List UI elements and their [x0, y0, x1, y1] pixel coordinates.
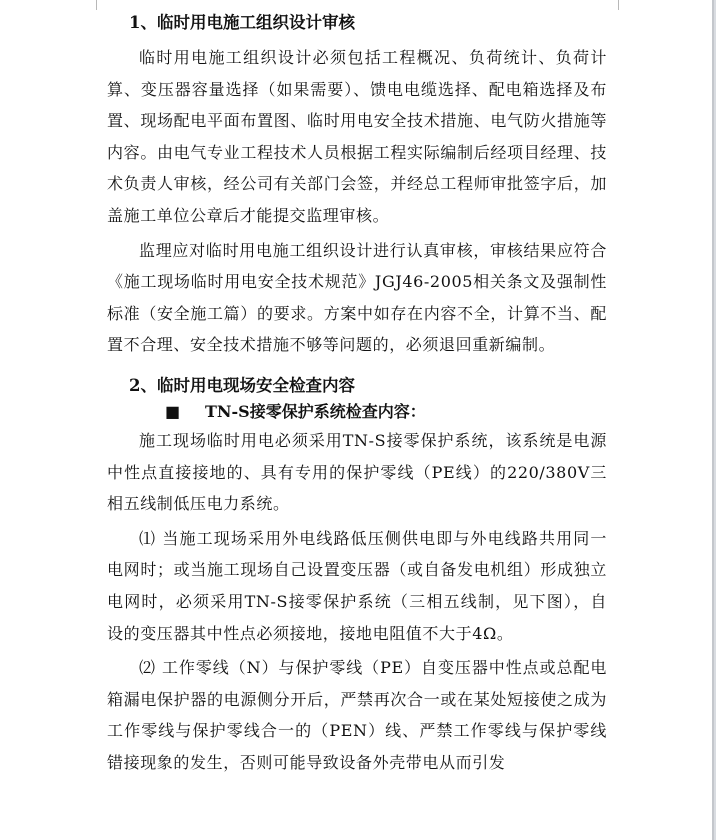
section-heading-1: 1、临时用电施工组织设计审核 — [129, 13, 355, 32]
subheading-tn-s — [107, 399, 607, 425]
paragraph-1-2: 监理应对临时用电施工组织设计进行认真审核，审核结果应符合《施工现场临时用电安全技术规范》JGJ46-2005相关条文及强制性标准（安全施工篇）的要求。方案中如存在内容不全，计算不当、配置不合理、安全技术措施不够等问题的，必须退回重新编制。 — [107, 240, 607, 355]
paragraph-2-1: 施工现场临时用电必须采用TN-S接零保护系统，该系统是电源中性点直接接地的、具有专用的保护零线（PE线）的220/380V三相五线制低压电力系统。 — [107, 430, 607, 514]
document-body — [107, 10, 607, 778]
paragraph-2-3: ⑵ 工作零线（N）与保护零线（PE）自变压器中性点或总配电箱漏电保护器的电源侧分开后，严禁再次合一或在某处短接使之成为工作零线与保护零线合一的（PEN）线、严禁工作零线与保护零线错接现象的发生，否则可能导致设备外壳带电从而引发 — [107, 658, 607, 772]
paragraph-1-1: 临时用电施工组织设计必须包括工程概况、负荷统计、负荷计算、变压器容量选择（如果需要）、馈电电缆选择、配电箱选择及布置、现场配电平面布置图、临时用电安全技术措施、电气防火措施等内容。由电气专业工程技术人员根据工程实际编制后经项目经理、技术负责人审核，经公司有关部门会签，并经总工程师审批签字后，加盖施工单位公章后才能提交监理审核。 — [107, 48, 607, 225]
right-margin-marker — [618, 0, 619, 10]
paragraph-2-2: ⑴ 当施工现场采用外电线路低压侧供电即与外电线路共用同一电网时；或当施工现场自己设置变压器（或自备发电机组）形成独立电网时，必须采用TN-S接零保护系统（三相五线制，见下图），自设的变压器其中性点必须接地，接地电阻值不大于4Ω。 — [107, 528, 607, 643]
section-heading-2: 2、临时用电现场安全检查内容 — [129, 375, 355, 395]
subheading-text: TN-S接零保护系统检查内容： — [205, 401, 426, 421]
square-bullet-icon: ■ — [165, 401, 181, 421]
left-margin-marker — [96, 0, 97, 10]
